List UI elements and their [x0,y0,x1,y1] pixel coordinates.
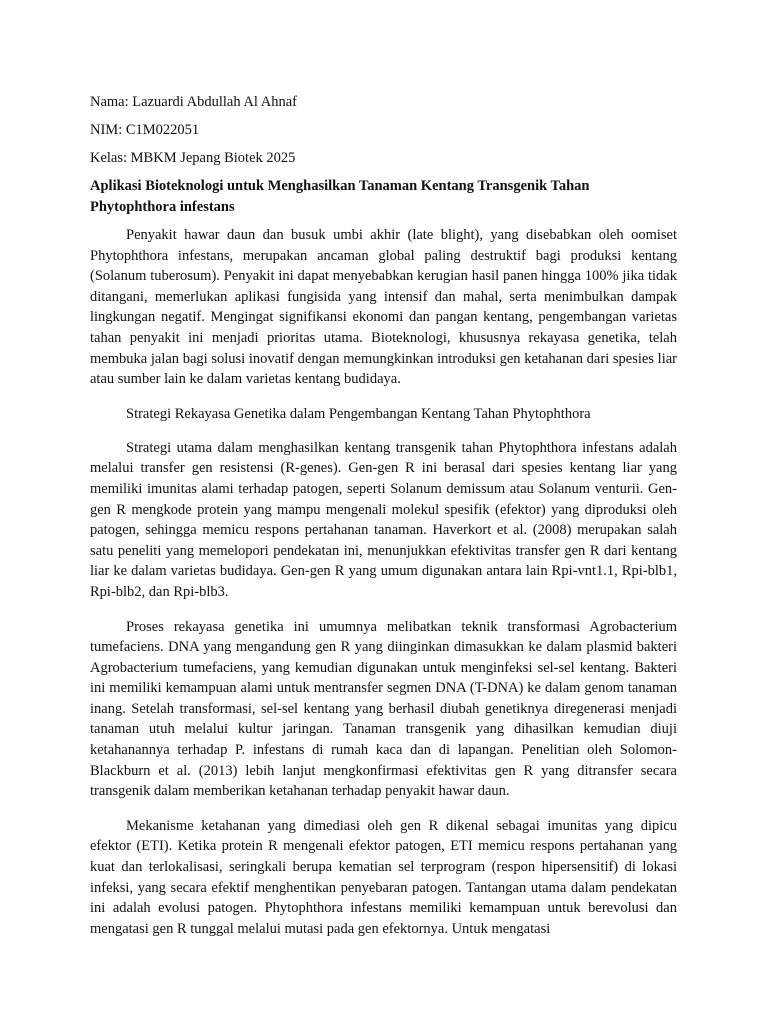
section-heading: Strategi Rekayasa Genetika dalam Pengembangan Kentang Tahan Phytophthora [126,405,591,422]
student-class: Kelas: MBKM Jepang Biotek 2025 [90,150,296,166]
student-name: Nama: Lazuardi Abdullah Al Ahnaf [90,94,297,110]
paragraph-mechanism: Mekanisme ketahanan yang dimediasi oleh gen R dikenal sebagai imunitas yang dipicu efektor (ETI). Ketika protein R mengenali efektor patogen, ETI memicu respons pertahanan yang kuat dan terlokalisasi, seringkali berupa kematian sel terprogram (respon hipersensitif) di lokasi infeksi, yang secara efektif menghentikan penyebaran patogen. Tantangan utama dalam pendekatan ini adalah evolusi patogen. Phytophthora infestans memiliki kemampuan untuk berevolusi dan mengatasi gen R tunggal melalui mutasi pada gen efektornya. Untuk mengatasi [90,817,677,937]
paragraph-intro: Penyakit hawar daun dan busuk umbi akhir (late blight), yang disebabkan oleh oomiset Phytophthora infestans, merupakan ancaman global paling destruktif bagi produksi kentang (Solanum tuberosum). Penyakit ini dapat menyebabkan kerugian hasil panen hingga 100% jika tidak ditangani, memerlukan aplikasi fungisida yang intensif dan mahal, serta menimbulkan dampak lingkungan negatif. Mengingat signifikansi ekonomi dan pangan kentang, pengembangan varietas tahan penyakit ini menjadi prioritas utama. Bioteknologi, khususnya rekayasa genetika, telah membuka jalan bagi solusi inovatif dengan memungkinkan introduksi gen ketahanan dari spesies liar atau sumber lain ke dalam varietas kentang budidaya. [90,227,677,388]
document-title: Aplikasi Bioteknologi untuk Menghasilkan Tanaman Kentang Transgenik Tahan Phytophthora infestans [90,178,590,215]
student-nim: NIM: C1M022051 [90,122,200,138]
paragraph-strategy: Strategi utama dalam menghasilkan kentang transgenik tahan Phytophthora infestans adalah melalui transfer gen resistensi (R-genes). Gen-gen R ini berasal dari spesies kentang liar yang memiliki imunitas alami terhadap patogen, seperti Solanum demissum atau Solanum venturii. Gen-gen R mengkode protein yang mampu mengenali molekul spesifik (efektor) yang diproduksi oleh patogen, sehingga memicu respons pertahanan tanaman. Haverkort et al. (2008) merupakan salah satu peneliti yang memelopori pendekatan ini, menunjukkan efektivitas transfer gen R dari kentang liar ke dalam varietas budidaya. Gen-gen R yang umum digunakan antara lain Rpi-vnt1.1, Rpi-blb1, Rpi-blb2, dan Rpi-blb3. [90,439,677,600]
paragraph-transformation: Proses rekayasa genetika ini umumnya melibatkan teknik transformasi Agrobacterium tumefaciens. DNA yang mengandung gen R yang diinginkan dimasukkan ke dalam plasmid bakteri Agrobacterium tumefaciens, yang kemudian digunakan untuk menginfeksi sel-sel kentang. Bakteri ini memiliki kemampuan alami untuk mentransfer segmen DNA (T-DNA) ke dalam genom tanaman inang. Setelah transformasi, sel-sel kentang yang berhasil diubah genetiknya diregenerasi menjadi tanaman utuh melalui kultur jaringan. Tanaman transgenik yang dihasilkan kemudian diuji ketahanannya terhadap P. infestans di rumah kaca dan di lapangan. Penelitian oleh Solomon-Blackburn et al. (2013) lebih lanjut mengkonfirmasi efektivitas gen R yang ditransfer secara transgenik dalam memberikan ketahanan terhadap penyakit hawar daun. [90,618,677,800]
document-page [90,92,677,953]
